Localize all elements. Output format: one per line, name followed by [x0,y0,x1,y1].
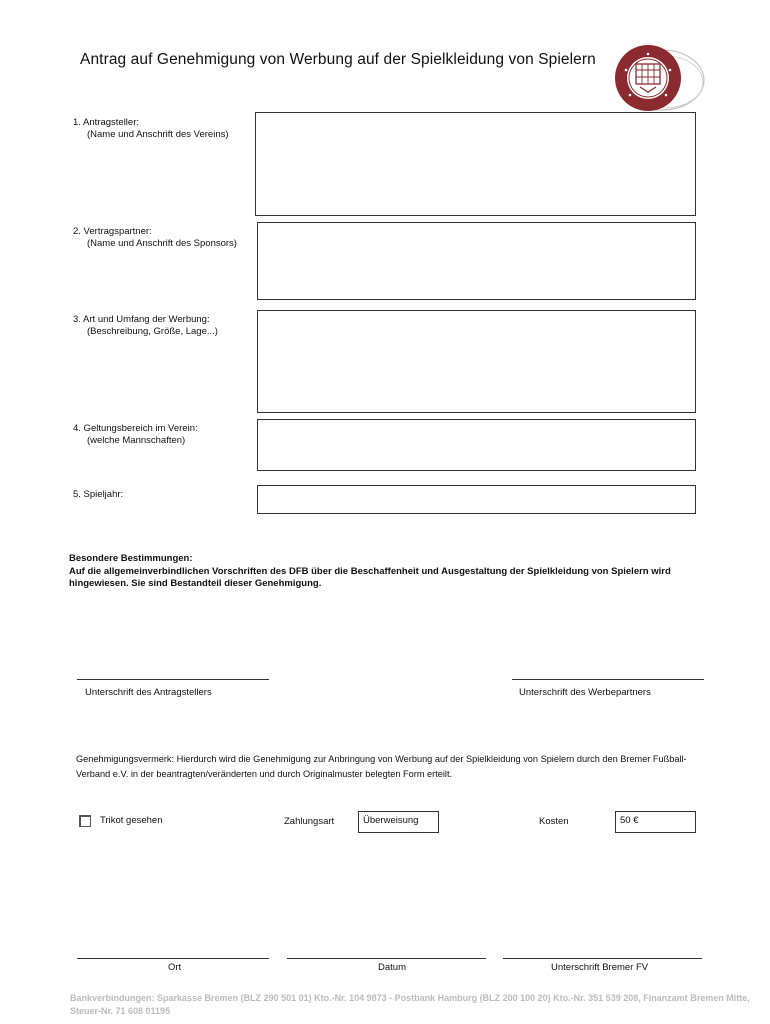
sponsor-input-box[interactable] [257,222,696,300]
special-provisions [69,553,689,591]
payment-method-field[interactable]: Überweisung [358,811,439,833]
field-2-title: 2. Vertragspartner: [73,226,152,237]
applicant-input-box[interactable] [255,112,696,216]
cost-field[interactable]: 50 € [615,811,696,833]
field-4-subtitle: (welche Mannschaften) [87,435,186,446]
scope-input-box[interactable] [257,419,696,471]
field-2-label [73,226,237,250]
form-title: Antrag auf Genehmigung von Werbung auf der Spielkleidung von Spielern [80,51,596,68]
bfv-signature-line[interactable] [503,958,702,959]
field-3-title: 3. Art und Umfang der Werbung: [73,314,210,325]
bfv-signature-label: Unterschrift Bremer FV [551,962,649,973]
partner-signature-line[interactable] [512,679,704,680]
special-provisions-text: Auf die allgemeinverbindlichen Vorschriften des DFB über die Beschaffenheit und Ausgestaltung der Spielkleidung von Spielern wird hingewiesen. Sie sind Bestandteil dieser Genehmigung. [69,565,671,589]
bremer-fussball-verband-logo [610,40,706,116]
partner-signature-label: Unterschrift des Werbepartners [519,687,651,698]
special-provisions-heading: Besondere Bestimmungen: [69,553,193,564]
approval-note: Genehmigungsvermerk: Hierdurch wird die Genehmigung zur Anbringung von Werbung auf der Spielkleidung von Spielern durch den Bremer Fußball-Verband e.V. in der beantragten/veränderten und durch Originalmuster belegten Form erteilt. [76,754,687,779]
field-5-label [73,489,123,501]
advertising-description-box[interactable] [257,310,696,413]
field-3-label [73,314,218,338]
field-5-title: 5. Spieljahr: [73,489,124,500]
field-4-title: 4. Geltungsbereich im Verein: [73,423,198,434]
field-1-label [73,117,229,141]
applicant-signature-line[interactable] [77,679,269,680]
field-1-subtitle: (Name und Anschrift des Vereins) [87,129,229,140]
field-3-subtitle: (Beschreibung, Größe, Lage...) [87,326,218,337]
place-line[interactable] [77,958,269,959]
cost-label: Kosten [539,816,569,827]
payment-method-label: Zahlungsart [284,816,335,827]
date-label: Datum [378,962,406,973]
bank-details-footer: Bankverbindungen: Sparkasse Bremen (BLZ 290 501 01) Kto.-Nr. 104 9873 - Postbank Hamburg (BLZ 200 100 20) Kto.-Nr. 351 539 208, Finanzamt Bremen Mitte, Steuer-Nr. 71 608 01195 [70,993,750,1016]
field-2-subtitle: (Name und Anschrift des Sponsors) [87,238,237,249]
place-label: Ort [168,962,182,973]
trikot-label: Trikot gesehen [100,815,163,826]
field-4-label [73,423,198,447]
field-1-title: 1. Antragsteller: [73,117,140,128]
trikot-checkbox[interactable] [79,815,91,827]
date-line[interactable] [287,958,486,959]
applicant-signature-label: Unterschrift des Antragstellers [85,687,212,698]
season-input-box[interactable] [257,485,696,514]
